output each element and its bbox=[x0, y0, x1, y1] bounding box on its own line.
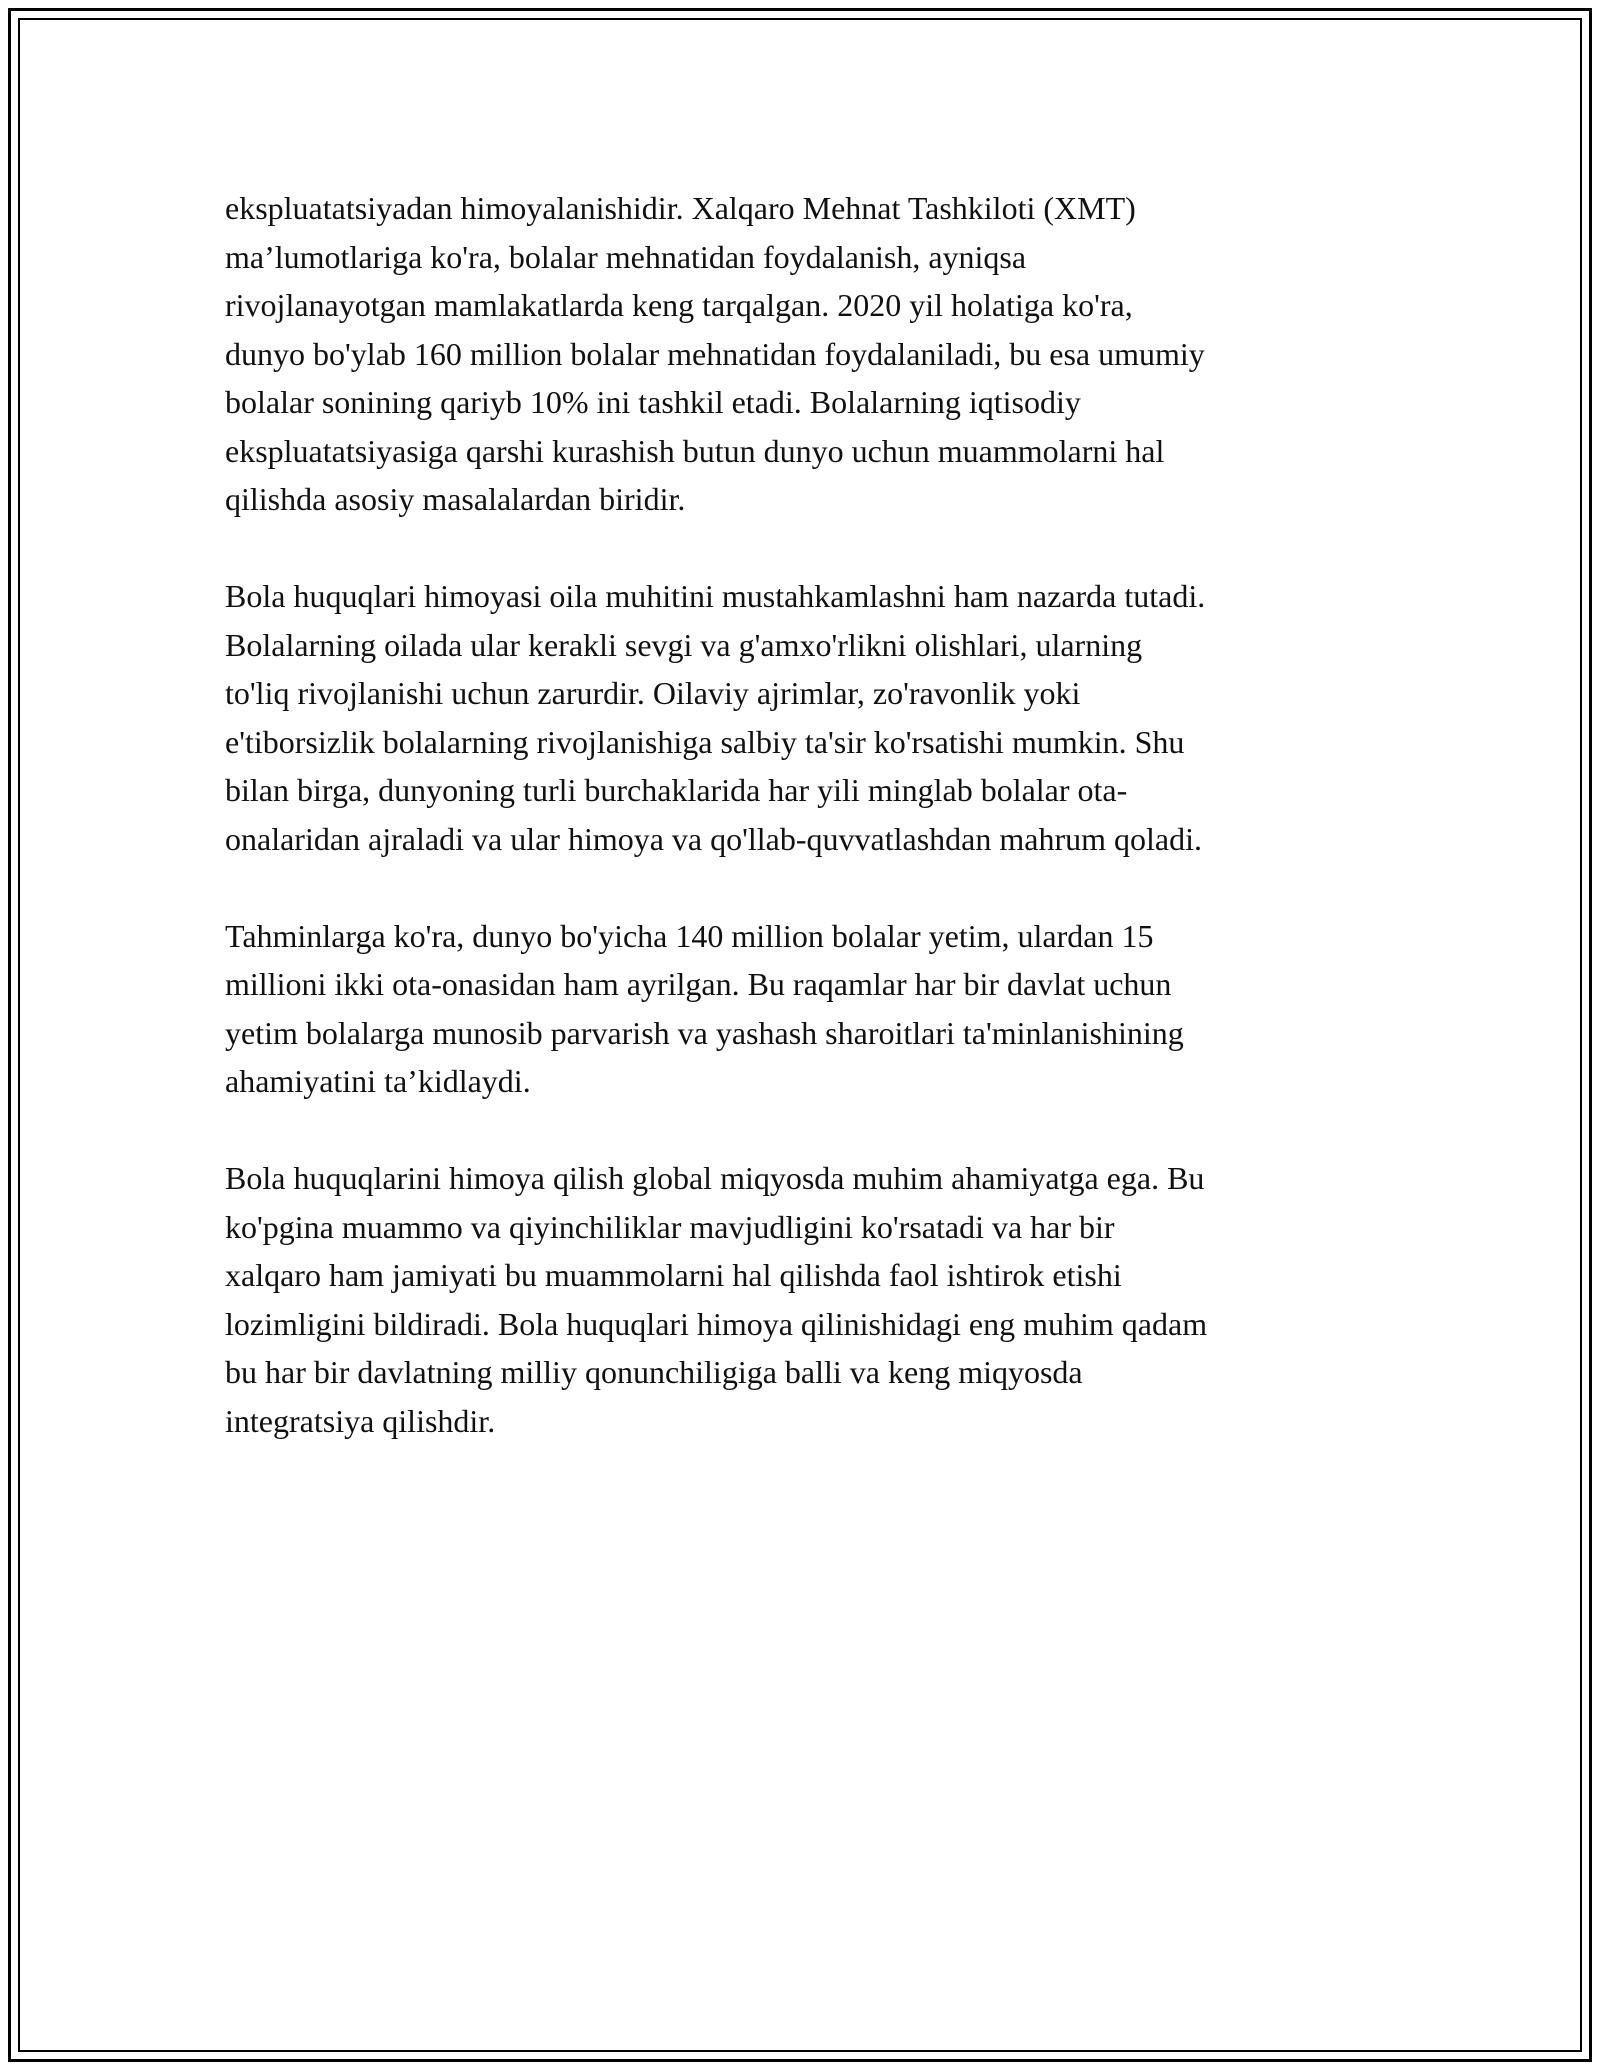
text-line: ko'pgina muammo va qiyinchiliklar mavjudligini ko'rsatadi va har bir bbox=[225, 1208, 1115, 1245]
paragraph-family-environment bbox=[225, 572, 1375, 863]
text-line: ma’lumotlariga ko'ra, bolalar mehnatidan foydalanish, ayniqsa bbox=[225, 238, 1027, 275]
text-line: millioni ikki ota-onasidan ham ayrilgan. Bu raqamlar har bir davlat uchun bbox=[225, 966, 1172, 1002]
text-line: e'tiborsizlik bolalarning rivojlanishiga salbiy ta'sir ko'rsatishi mumkin. Shu bbox=[225, 723, 1185, 760]
text-line: Bola huquqlarini himoya qilish global miqyosda muhim ahamiyatga ega. Bu bbox=[225, 1160, 1205, 1196]
text-line: bu har bir davlatning milliy qonunchiligiga balli va keng miqyosda bbox=[225, 1354, 1083, 1390]
text-line: Tahminlarga ko'ra, dunyo bo'yicha 140 million bolalar yetim, ulardan 15 bbox=[225, 917, 1154, 954]
text-line: Bolalarning oilada ular kerakli sevgi va g'amxo'rlikni olishlari, ularning bbox=[225, 626, 1143, 663]
text-line: Bola huquqlari himoyasi oila muhitini mustahkamlashni ham nazarda tutadi. bbox=[225, 578, 1206, 614]
text-line: onalaridan ajraladi va ular himoya va qo'llab-quvvatlashdan mahrum qoladi. bbox=[225, 820, 1202, 857]
text-line: integratsiya qilishdir. bbox=[225, 1402, 496, 1439]
paragraph-global-importance bbox=[225, 1154, 1375, 1445]
document-body bbox=[225, 184, 1375, 1494]
text-line: lozimligini bildiradi. Bola huquqlari himoya qilinishidagi eng muhim qadam bbox=[225, 1305, 1208, 1342]
text-line: rivojlanayotgan mamlakatlarda keng tarqalgan. 2020 yil holatiga ko'ra, bbox=[225, 287, 1133, 323]
paragraph-orphans bbox=[225, 912, 1375, 1106]
text-line: xalqaro ham jamiyati bu muammolarni hal qilishda faol ishtirok etishi bbox=[225, 1257, 1122, 1293]
text-line: ahamiyatini ta’kidlaydi. bbox=[225, 1063, 531, 1099]
text-line: yetim bolalarga munosib parvarish va yashash sharoitlari ta'minlanishining bbox=[225, 1014, 1184, 1051]
text-line: qilishda asosiy masalalardan biridir. bbox=[225, 481, 686, 517]
text-line: bolalar sonining qariyb 10% ini tashkil etadi. Bolalarning iqtisodiy bbox=[225, 384, 1081, 420]
text-line: dunyo bo'ylab 160 million bolalar mehnatidan foydalaniladi, bu esa umumiy bbox=[225, 335, 1205, 372]
text-line: ekspluatatsiyadan himoyalanishidir. Xalqaro Mehnat Tashkiloti (XMT) bbox=[225, 190, 1136, 226]
paragraph-child-labor bbox=[225, 184, 1375, 524]
text-line: to'liq rivojlanishi uchun zarurdir. Oilaviy ajrimlar, zo'ravonlik yoki bbox=[225, 675, 1081, 711]
text-line: ekspluatatsiyasiga qarshi kurashish butun dunyo uchun muammolarni hal bbox=[225, 432, 1165, 469]
text-line: bilan birga, dunyoning turli burchaklarida har yili minglab bolalar ota- bbox=[225, 772, 1128, 808]
